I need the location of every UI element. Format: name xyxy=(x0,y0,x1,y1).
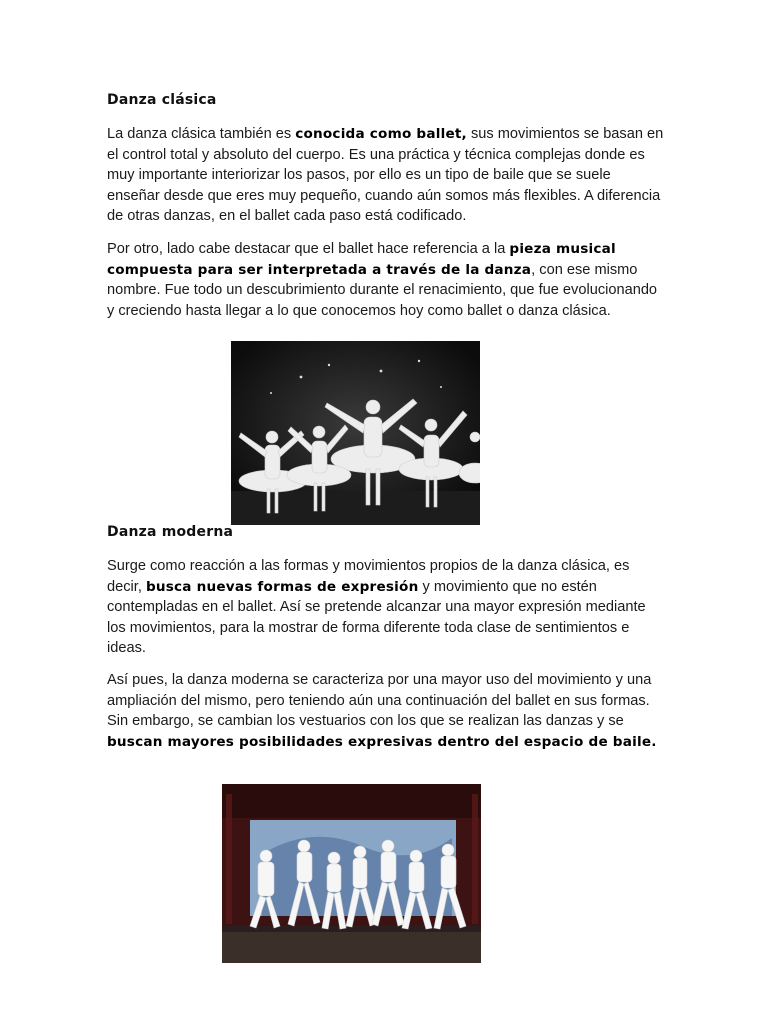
paragraph-modern-2 xyxy=(107,670,667,752)
text-run: La danza clásica también es xyxy=(107,126,296,142)
bold-text-run: pieza musical compuesta para ser interpretada a través de la danza xyxy=(107,241,616,278)
bold-text-run: busca nuevas formas de expresión xyxy=(145,578,419,595)
text-run: y movimiento que no estén contempladas en el ballet. Así se pretende alcanzar una mayor expresión mediante los movimientos, para la mostrar de forma diferente toda clase de sentimientos e ideas. xyxy=(107,578,646,657)
paragraph-classical-1 xyxy=(107,124,667,227)
section-heading-modern: Danza moderna xyxy=(107,524,234,540)
text-run: Así pues, la danza moderna se caracteriza por una mayor uso del movimiento y una ampliación del mismo, pero teniendo aún una continuación del ballet en sus formas. Sin embargo, se cambian los vestuarios con los que se realizan las danzas y se xyxy=(107,672,652,730)
text-run: Surge como reacción a las formas y movimientos propios de la danza clásica, es decir, xyxy=(107,558,630,595)
section-heading-classical: Danza clásica xyxy=(107,92,217,108)
modern-dancers-photo xyxy=(222,784,481,963)
ballet-dancers-photo xyxy=(231,341,480,525)
text-run: Por otro, lado cabe destacar que el ballet hace referencia a la xyxy=(107,241,510,257)
paragraph-classical-2 xyxy=(107,239,667,321)
paragraph-modern-1 xyxy=(107,556,667,659)
text-run: , con ese mismo nombre. Fue todo un descubrimiento durante el renacimiento, que fue evolucionando y creciendo hasta llegar a lo que conocemos hoy como ballet o danza clásica. xyxy=(107,261,658,319)
text-run: sus movimientos se basan en el control total y absoluto del cuerpo. Es una práctica y técnica complejas donde es muy importante interiorizar los pasos, por ello es un tipo de baile que se suele enseñar desde que eres muy pequeño, cuando aún somos más flexibles. A diferencia de otras danzas, en el ballet cada paso está codificado. xyxy=(107,126,664,225)
bold-text-run: conocida como ballet, xyxy=(295,126,467,142)
bold-text-run: buscan mayores posibilidades expresivas dentro del espacio de baile. xyxy=(107,733,657,750)
